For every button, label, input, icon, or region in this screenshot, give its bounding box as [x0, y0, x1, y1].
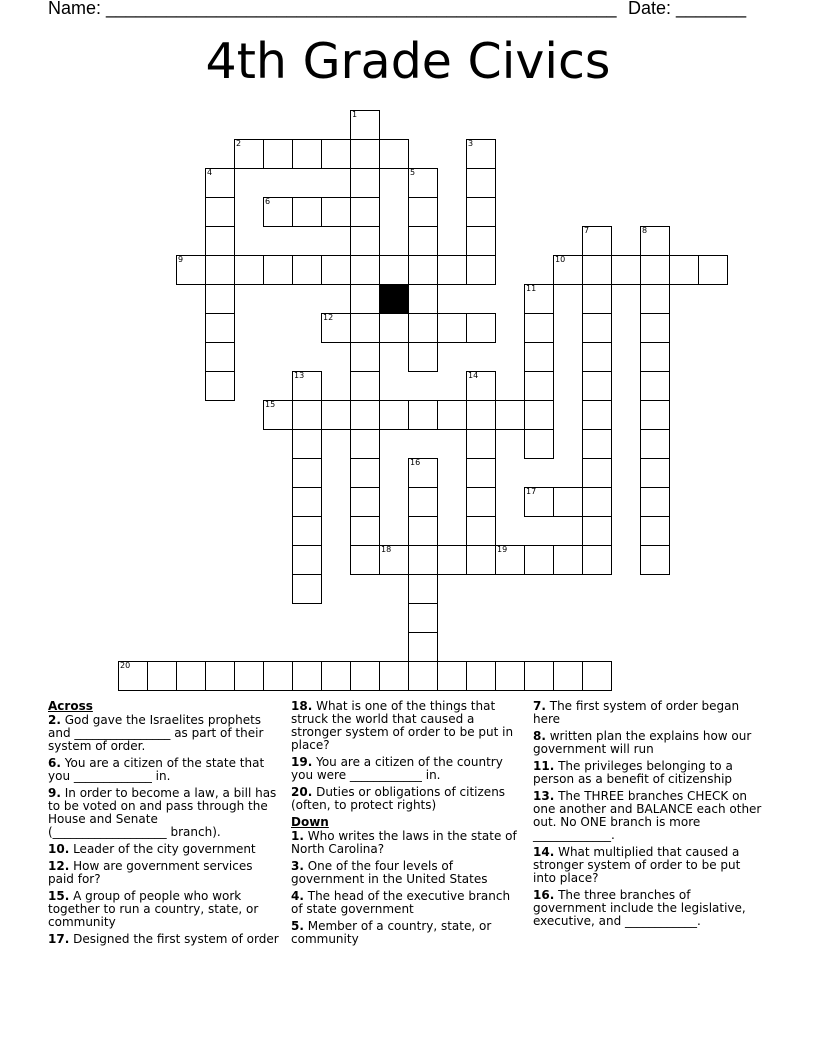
grid-cell[interactable]	[350, 110, 380, 140]
grid-cell[interactable]	[524, 429, 554, 459]
grid-cell[interactable]	[350, 400, 380, 430]
clue-number: 20.	[291, 785, 313, 799]
grid-cell[interactable]	[582, 284, 612, 314]
grid-cell[interactable]	[466, 371, 496, 401]
grid-cell[interactable]	[205, 342, 235, 372]
clue-number-label: 7	[584, 226, 590, 235]
grid-cell[interactable]	[582, 342, 612, 372]
grid-cell[interactable]	[669, 255, 699, 285]
grid-cell[interactable]	[292, 545, 322, 575]
clue-item	[48, 933, 280, 946]
clue-item	[291, 700, 523, 752]
grid-cell[interactable]	[408, 661, 438, 691]
clue-number: 2.	[48, 713, 61, 727]
grid-cell[interactable]	[350, 197, 380, 227]
clue-item	[533, 790, 765, 842]
grid-cell[interactable]	[147, 661, 177, 691]
grid-cell[interactable]	[640, 313, 670, 343]
grid-cell[interactable]	[466, 545, 496, 575]
grid-black-square	[379, 284, 409, 314]
clue-text: A group of people who work together to run a country, state, or community	[48, 889, 259, 929]
grid-cell[interactable]	[292, 429, 322, 459]
grid-cell[interactable]	[408, 168, 438, 198]
clue-number: 1.	[291, 829, 304, 843]
clue-column-1	[48, 700, 280, 950]
grid-cell[interactable]	[466, 400, 496, 430]
grid-cell[interactable]	[292, 574, 322, 604]
grid-cell[interactable]	[640, 400, 670, 430]
clue-text: How are government services paid for?	[48, 859, 253, 886]
grid-cell[interactable]	[553, 661, 583, 691]
grid-cell[interactable]	[466, 429, 496, 459]
grid-cell[interactable]	[292, 255, 322, 285]
grid-cell[interactable]	[466, 313, 496, 343]
grid-cell[interactable]	[582, 226, 612, 256]
date-line[interactable]: Date: _______	[628, 0, 747, 18]
clue-number: 13.	[533, 789, 555, 803]
grid-cell[interactable]	[524, 284, 554, 314]
grid-cell[interactable]	[408, 516, 438, 546]
clue-number: 10.	[48, 842, 70, 856]
clue-item	[291, 830, 523, 856]
grid-cell[interactable]	[640, 429, 670, 459]
grid-cell[interactable]	[263, 661, 293, 691]
clue-column-2	[291, 700, 523, 950]
clue-number-label: 2	[236, 139, 242, 148]
name-line[interactable]: Name: ___________________________________________________	[48, 0, 617, 18]
grid-cell[interactable]	[408, 255, 438, 285]
grid-cell[interactable]	[408, 197, 438, 227]
grid-cell[interactable]	[466, 226, 496, 256]
clue-item	[291, 920, 523, 946]
grid-cell[interactable]	[176, 661, 206, 691]
clue-column-3	[533, 700, 765, 932]
grid-cell[interactable]	[640, 342, 670, 372]
grid-cell[interactable]	[466, 487, 496, 517]
grid-cell[interactable]	[408, 458, 438, 488]
grid-cell[interactable]	[437, 661, 467, 691]
clue-number: 3.	[291, 859, 304, 873]
clue-number: 5.	[291, 919, 304, 933]
clue-number-label: 1	[352, 110, 358, 119]
grid-cell[interactable]	[292, 458, 322, 488]
grid-cell[interactable]	[176, 255, 206, 285]
grid-cell[interactable]	[350, 284, 380, 314]
grid-cell[interactable]	[582, 371, 612, 401]
grid-cell[interactable]	[698, 255, 728, 285]
clue-text: Member of a country, state, or community	[291, 919, 492, 946]
grid-cell[interactable]	[205, 255, 235, 285]
clue-item	[48, 890, 280, 929]
grid-cell[interactable]	[350, 516, 380, 546]
grid-cell[interactable]	[640, 371, 670, 401]
grid-cell[interactable]	[379, 661, 409, 691]
clue-number: 7.	[533, 699, 546, 713]
clue-number-label: 4	[207, 168, 213, 177]
grid-cell[interactable]	[408, 545, 438, 575]
clue-number-label: 8	[642, 226, 648, 235]
clue-item	[48, 787, 280, 839]
grid-cell[interactable]	[379, 545, 409, 575]
grid-cell[interactable]	[466, 255, 496, 285]
grid-cell[interactable]	[321, 139, 351, 169]
grid-cell[interactable]	[350, 226, 380, 256]
grid-cell[interactable]	[582, 255, 612, 285]
clue-number: 6.	[48, 756, 61, 770]
grid-cell[interactable]	[379, 400, 409, 430]
grid-cell[interactable]	[350, 487, 380, 517]
grid-cell[interactable]	[466, 139, 496, 169]
clue-item	[48, 714, 280, 753]
clue-text: The three branches of government include the legislative, executive, and ____________.	[533, 888, 746, 928]
grid-cell[interactable]	[495, 400, 525, 430]
grid-cell[interactable]	[524, 371, 554, 401]
grid-cell[interactable]	[582, 545, 612, 575]
grid-cell[interactable]	[292, 400, 322, 430]
clue-number: 19.	[291, 755, 313, 769]
clue-item	[48, 860, 280, 886]
grid-cell[interactable]	[205, 226, 235, 256]
grid-cell[interactable]	[321, 400, 351, 430]
grid-cell[interactable]	[437, 255, 467, 285]
grid-cell[interactable]	[524, 545, 554, 575]
grid-cell[interactable]	[292, 197, 322, 227]
clue-text: The THREE branches CHECK on one another and BALANCE each other out. No ONE branch is more _____________.	[533, 789, 762, 842]
clue-text: You are a citizen of the state that you _____________ in.	[48, 756, 265, 783]
grid-cell[interactable]	[321, 661, 351, 691]
across-heading: Across	[48, 699, 93, 713]
grid-cell[interactable]	[321, 313, 351, 343]
grid-cell[interactable]	[263, 139, 293, 169]
clue-number-label: 18	[381, 545, 392, 554]
grid-cell[interactable]	[408, 342, 438, 372]
clue-text: You are a citizen of the country you were ____________ in.	[291, 755, 503, 782]
grid-cell[interactable]	[582, 661, 612, 691]
clue-number-label: 20	[120, 661, 131, 670]
grid-cell[interactable]	[292, 516, 322, 546]
clue-number: 8.	[533, 729, 546, 743]
clue-number-label: 19	[497, 545, 508, 554]
clue-item	[48, 843, 280, 856]
grid-cell[interactable]	[466, 661, 496, 691]
clue-number: 17.	[48, 932, 70, 946]
grid-cell[interactable]	[466, 168, 496, 198]
clue-text: Duties or obligations of citizens (often, to protect rights)	[291, 785, 506, 812]
clue-number: 9.	[48, 786, 61, 800]
grid-cell[interactable]	[582, 458, 612, 488]
grid-cell[interactable]	[321, 255, 351, 285]
grid-cell[interactable]	[640, 255, 670, 285]
grid-cell[interactable]	[408, 313, 438, 343]
grid-cell[interactable]	[350, 168, 380, 198]
grid-cell[interactable]	[408, 400, 438, 430]
clue-text: One of the four levels of government in the United States	[291, 859, 488, 886]
grid-cell[interactable]	[292, 371, 322, 401]
grid-cell[interactable]	[379, 313, 409, 343]
clue-item	[48, 757, 280, 783]
grid-cell[interactable]	[611, 255, 641, 285]
clue-text: The head of the executive branch of state government	[291, 889, 511, 916]
clue-item	[291, 756, 523, 782]
clue-text: What is one of the things that struck the world that caused a stronger system of order to be put in place?	[291, 699, 514, 752]
grid-cell[interactable]	[408, 603, 438, 633]
clue-item	[533, 730, 765, 756]
grid-cell[interactable]	[524, 487, 554, 517]
clue-number-label: 17	[526, 487, 537, 496]
grid-cell[interactable]	[408, 226, 438, 256]
grid-cell[interactable]	[524, 661, 554, 691]
grid-cell[interactable]	[553, 255, 583, 285]
clue-item	[291, 890, 523, 916]
clue-number-label: 3	[468, 139, 474, 148]
grid-cell[interactable]	[640, 516, 670, 546]
grid-cell[interactable]	[350, 139, 380, 169]
grid-cell[interactable]	[640, 458, 670, 488]
clue-number: 15.	[48, 889, 70, 903]
clue-number: 14.	[533, 845, 555, 859]
grid-cell[interactable]	[582, 516, 612, 546]
clue-text: The privileges belonging to a person as a benefit of citizenship	[533, 759, 733, 786]
clue-number: 18.	[291, 699, 313, 713]
grid-cell[interactable]	[321, 197, 351, 227]
grid-cell[interactable]	[350, 458, 380, 488]
clue-number-label: 13	[294, 371, 305, 380]
grid-cell[interactable]	[408, 284, 438, 314]
clue-number-label: 11	[526, 284, 537, 293]
grid-cell[interactable]	[582, 429, 612, 459]
grid-cell[interactable]	[350, 342, 380, 372]
grid-cell[interactable]	[640, 226, 670, 256]
clue-text: Who writes the laws in the state of North Carolina?	[291, 829, 517, 856]
grid-cell[interactable]	[524, 400, 554, 430]
grid-cell[interactable]	[350, 661, 380, 691]
clue-item	[533, 700, 765, 726]
clue-number-label: 16	[410, 458, 421, 467]
grid-cell[interactable]	[379, 255, 409, 285]
grid-cell[interactable]	[205, 197, 235, 227]
clue-number: 16.	[533, 888, 555, 902]
clue-item	[533, 889, 765, 928]
grid-cell[interactable]	[495, 661, 525, 691]
grid-cell[interactable]	[553, 487, 583, 517]
grid-cell[interactable]	[640, 487, 670, 517]
grid-cell[interactable]	[437, 400, 467, 430]
page-title: 4th Grade Civics	[205, 33, 611, 90]
grid-cell[interactable]	[205, 284, 235, 314]
clue-text: Designed the first system of order	[69, 932, 279, 946]
clue-item	[291, 786, 523, 812]
clue-number: 4.	[291, 889, 304, 903]
clue-item	[291, 860, 523, 886]
grid-cell[interactable]	[408, 632, 438, 662]
grid-cell[interactable]	[292, 661, 322, 691]
grid-cell[interactable]	[466, 197, 496, 227]
grid-cell[interactable]	[640, 284, 670, 314]
grid-cell[interactable]	[350, 313, 380, 343]
grid-cell[interactable]	[205, 168, 235, 198]
clue-number-label: 10	[555, 255, 566, 264]
grid-cell[interactable]	[524, 313, 554, 343]
grid-cell[interactable]	[205, 371, 235, 401]
grid-cell[interactable]	[524, 342, 554, 372]
grid-cell[interactable]	[379, 139, 409, 169]
grid-cell[interactable]	[292, 487, 322, 517]
grid-cell[interactable]	[553, 545, 583, 575]
grid-cell[interactable]	[437, 545, 467, 575]
clue-item	[533, 760, 765, 786]
grid-cell[interactable]	[234, 255, 264, 285]
clue-text: God gave the Israelites prophets and ________________ as part of their system of order.	[48, 713, 264, 753]
clue-number-label: 6	[265, 197, 271, 206]
clue-number-label: 12	[323, 313, 334, 322]
grid-cell[interactable]	[234, 139, 264, 169]
grid-cell[interactable]	[350, 429, 380, 459]
clue-text: What multiplied that caused a stronger system of order to be put into place?	[533, 845, 741, 885]
grid-cell[interactable]	[437, 313, 467, 343]
grid-cell[interactable]	[205, 661, 235, 691]
grid-cell[interactable]	[495, 545, 525, 575]
clue-text: The first system of order began here	[533, 699, 740, 726]
clue-text: In order to become a law, a bill has to be voted on and pass through the House and Senate (___________________ branch).	[48, 786, 277, 839]
grid-cell[interactable]	[350, 255, 380, 285]
grid-cell[interactable]	[263, 400, 293, 430]
grid-cell[interactable]	[205, 313, 235, 343]
grid-cell[interactable]	[408, 487, 438, 517]
clue-number: 12.	[48, 859, 70, 873]
grid-cell[interactable]	[466, 516, 496, 546]
grid-cell[interactable]	[640, 545, 670, 575]
grid-cell[interactable]	[582, 313, 612, 343]
grid-cell[interactable]	[118, 661, 148, 691]
clue-number-label: 9	[178, 255, 184, 264]
clue-number: 11.	[533, 759, 555, 773]
grid-cell[interactable]	[350, 371, 380, 401]
grid-cell[interactable]	[234, 661, 264, 691]
grid-cell[interactable]	[350, 545, 380, 575]
grid-cell[interactable]	[408, 574, 438, 604]
clue-text: written plan the explains how our government will run	[533, 729, 752, 756]
clue-item	[533, 846, 765, 885]
grid-cell[interactable]	[582, 487, 612, 517]
grid-cell[interactable]	[466, 458, 496, 488]
clue-number-label: 14	[468, 371, 479, 380]
grid-cell[interactable]	[582, 400, 612, 430]
clue-text: Leader of the city government	[69, 842, 256, 856]
clue-number-label: 15	[265, 400, 276, 409]
clue-number-label: 5	[410, 168, 416, 177]
grid-cell[interactable]	[292, 139, 322, 169]
grid-cell[interactable]	[263, 197, 293, 227]
down-heading: Down	[291, 815, 329, 829]
grid-cell[interactable]	[263, 255, 293, 285]
